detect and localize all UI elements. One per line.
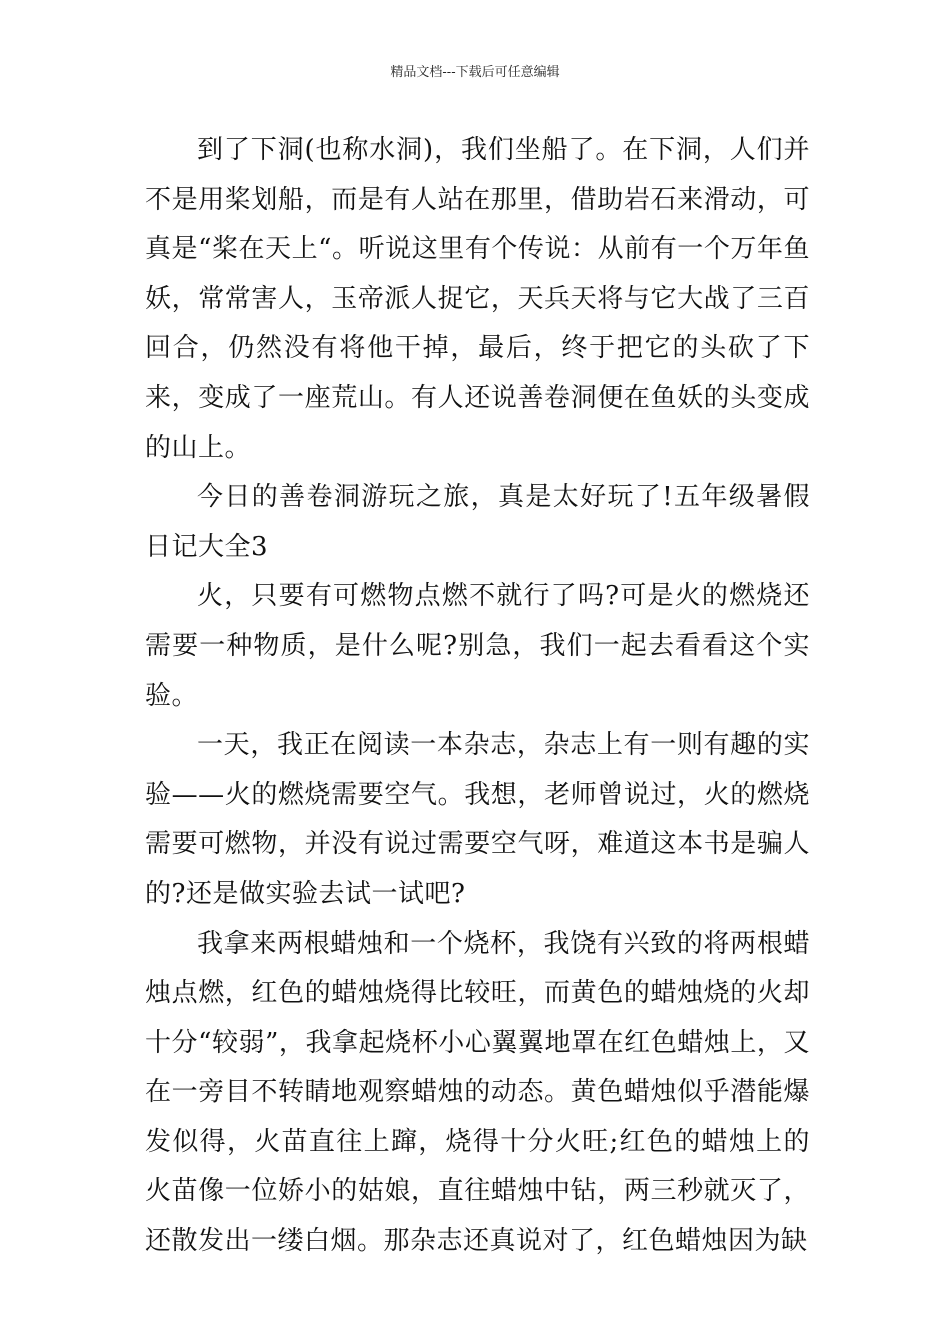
paragraph-1: 到了下洞(也称水洞)，我们坐船了。在下洞，人们并不是用桨划船，而是有人站在那里，借助岩石来滑动，可真是“桨在天上“。听说这里有个传说：从前有一个万年鱼妖，常常害人，玉帝派人捉它，天兵天将与它大战了三百回合，仍然没有将他干掉，最后，终于把它的头砍了下来，变成了一座荒山。有人还说善卷洞便在鱼妖的头变成的山上。 (145, 135, 810, 463)
page-header-watermark: 精品文档---下载后可任意编辑 (390, 65, 560, 80)
document-body (145, 126, 810, 1267)
paragraph-4: 一天，我正在阅读一本杂志，杂志上有一则有趣的实验——火的燃烧需要空气。我想，老师曾说过，火的燃烧需要可燃物，并没有说过需要空气呀，难道这本书是骗人的?还是做实验去试一试吧? (145, 730, 810, 909)
paragraph-3: 火，只要有可燃物点燃不就行了吗?可是火的燃烧还需要一种物质，是什么呢?别急，我们一起去看看这个实验。 (145, 581, 810, 711)
paragraph-5: 我拿来两根蜡烛和一个烧杯，我饶有兴致的将两根蜡烛点燃，红色的蜡烛烧得比较旺，而黄色的蜡烛烧的火却十分“较弱”，我拿起烧杯小心翼翼地罩在红色蜡烛上，又在一旁目不转睛地观察蜡烛的动态。黄色蜡烛似乎潜能爆发似得，火苗直往上蹿，烧得十分火旺;红色的蜡烛上的火苗像一位娇小的姑娘，直往蜡烛中钻，两三秒就灭了，还散发出一缕白烟。那杂志还真说对了，红色蜡烛因为缺 (145, 928, 810, 1257)
paragraph-2: 今日的善卷洞游玩之旅，真是太好玩了!五年级暑假日记大全3 (145, 482, 810, 562)
